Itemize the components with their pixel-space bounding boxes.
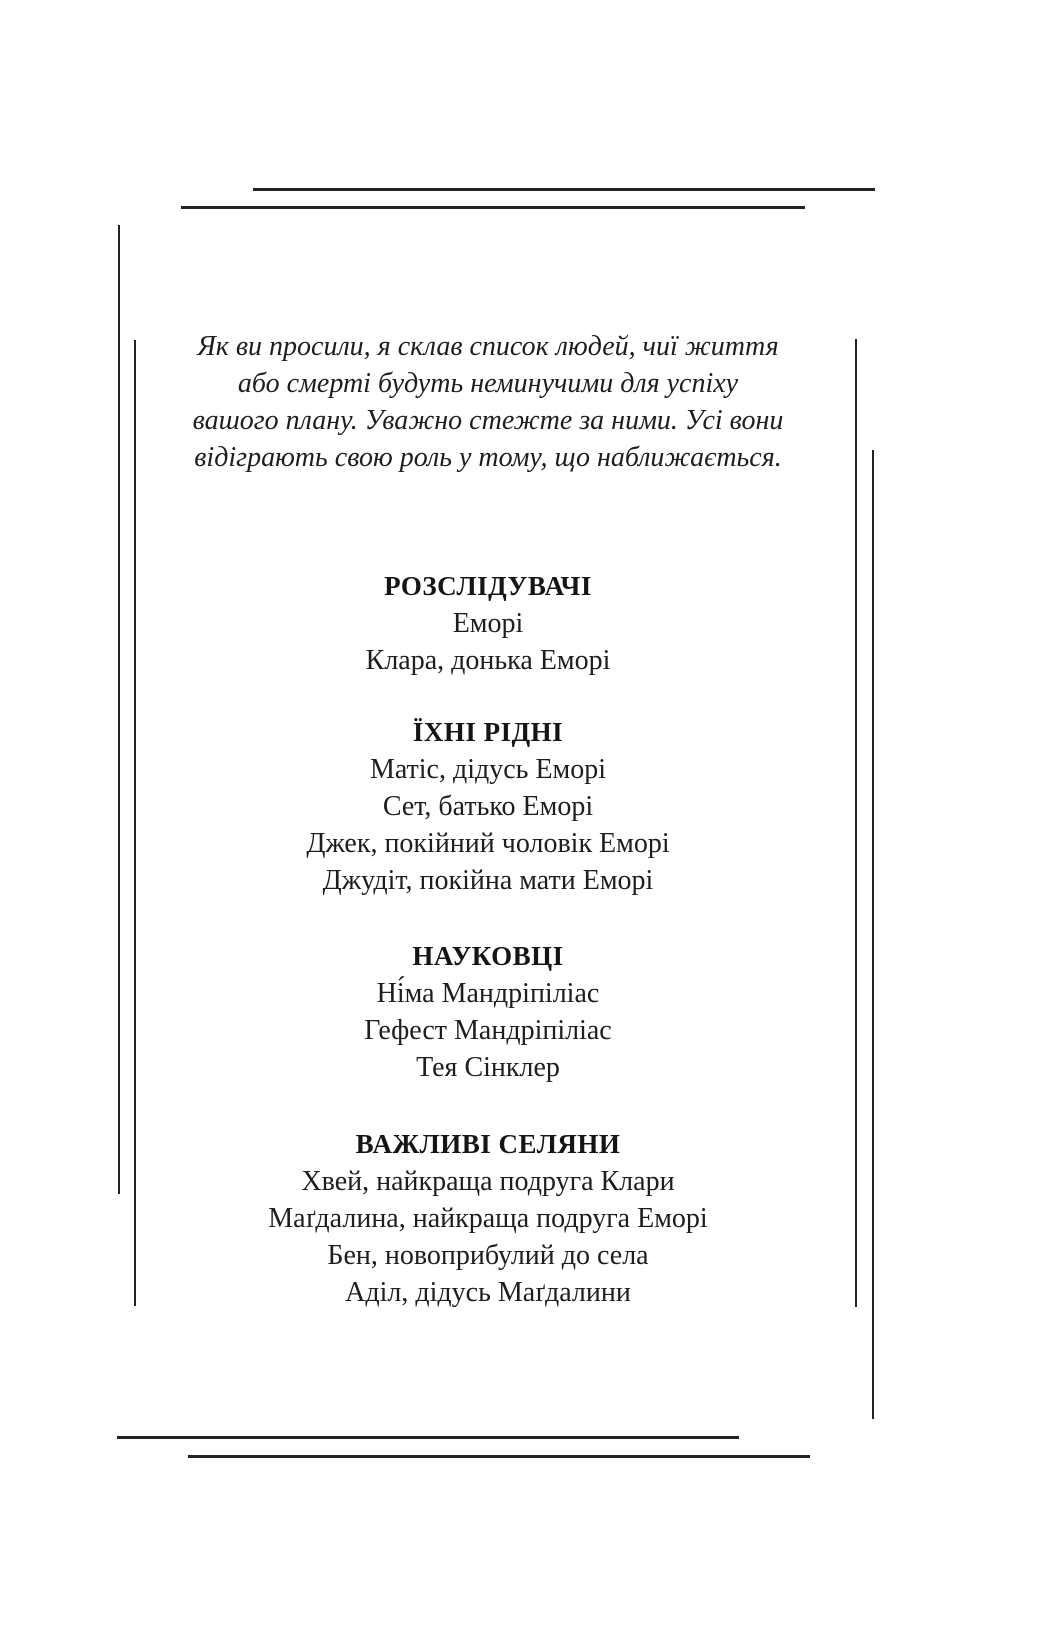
epigraph: [138, 328, 838, 476]
epigraph-line: відіграють свою роль у тому, що наближається.: [194, 442, 782, 473]
character-item: Еморі: [452, 608, 524, 639]
frame-left-rule-inner: [134, 340, 136, 1306]
character-item: Маґдалина, найкраща подруга Еморі: [268, 1203, 708, 1234]
section-heading: ЇХНІ РІДНІ: [412, 717, 564, 747]
epigraph-line: Як ви просили, я склав список людей, чиї життя: [197, 331, 779, 362]
section-heading: РОЗСЛІДУВАЧІ: [384, 571, 592, 601]
character-item: Аділ, дідусь Маґдалини: [345, 1277, 631, 1308]
frame-right-rule-inner: [855, 339, 857, 1307]
epigraph-line: або смерті будуть неминучими для успіху: [237, 368, 739, 399]
frame-left-rule-outer: [118, 225, 120, 1194]
character-item: Гефест Мандріпіліас: [364, 1015, 612, 1046]
character-item: Джек, покійний чоловік Еморі: [306, 828, 670, 859]
character-item: Хвей, найкраща подруга Клари: [301, 1166, 675, 1197]
character-section: [138, 568, 838, 679]
character-item: Джудіт, покійна мати Еморі: [322, 865, 654, 896]
character-item: Бен, новоприбулий до села: [327, 1240, 649, 1271]
epigraph-line: вашого плану. Уважно стежте за ними. Усі вони: [192, 405, 784, 436]
character-section: [138, 938, 838, 1086]
frame-bottom-rule-upper: [117, 1436, 739, 1439]
frame-top-rule-upper: [253, 188, 875, 191]
section-heading: НАУКОВЦІ: [412, 941, 564, 971]
character-section: [138, 714, 838, 899]
character-item: Ні́ма Мандріпіліас: [376, 978, 600, 1009]
character-section: [138, 1126, 838, 1311]
character-item: Сет, батько Еморі: [382, 791, 594, 822]
frame-bottom-rule-lower: [188, 1455, 810, 1458]
character-item: Тея Сінклер: [416, 1052, 560, 1083]
frame-top-rule-lower: [181, 206, 805, 209]
section-heading: ВАЖЛИВІ СЕЛЯНИ: [355, 1129, 621, 1159]
frame-right-rule-outer: [872, 450, 874, 1419]
character-item: Клара, донька Еморі: [365, 645, 611, 676]
character-item: Матіс, дідусь Еморі: [369, 754, 607, 785]
